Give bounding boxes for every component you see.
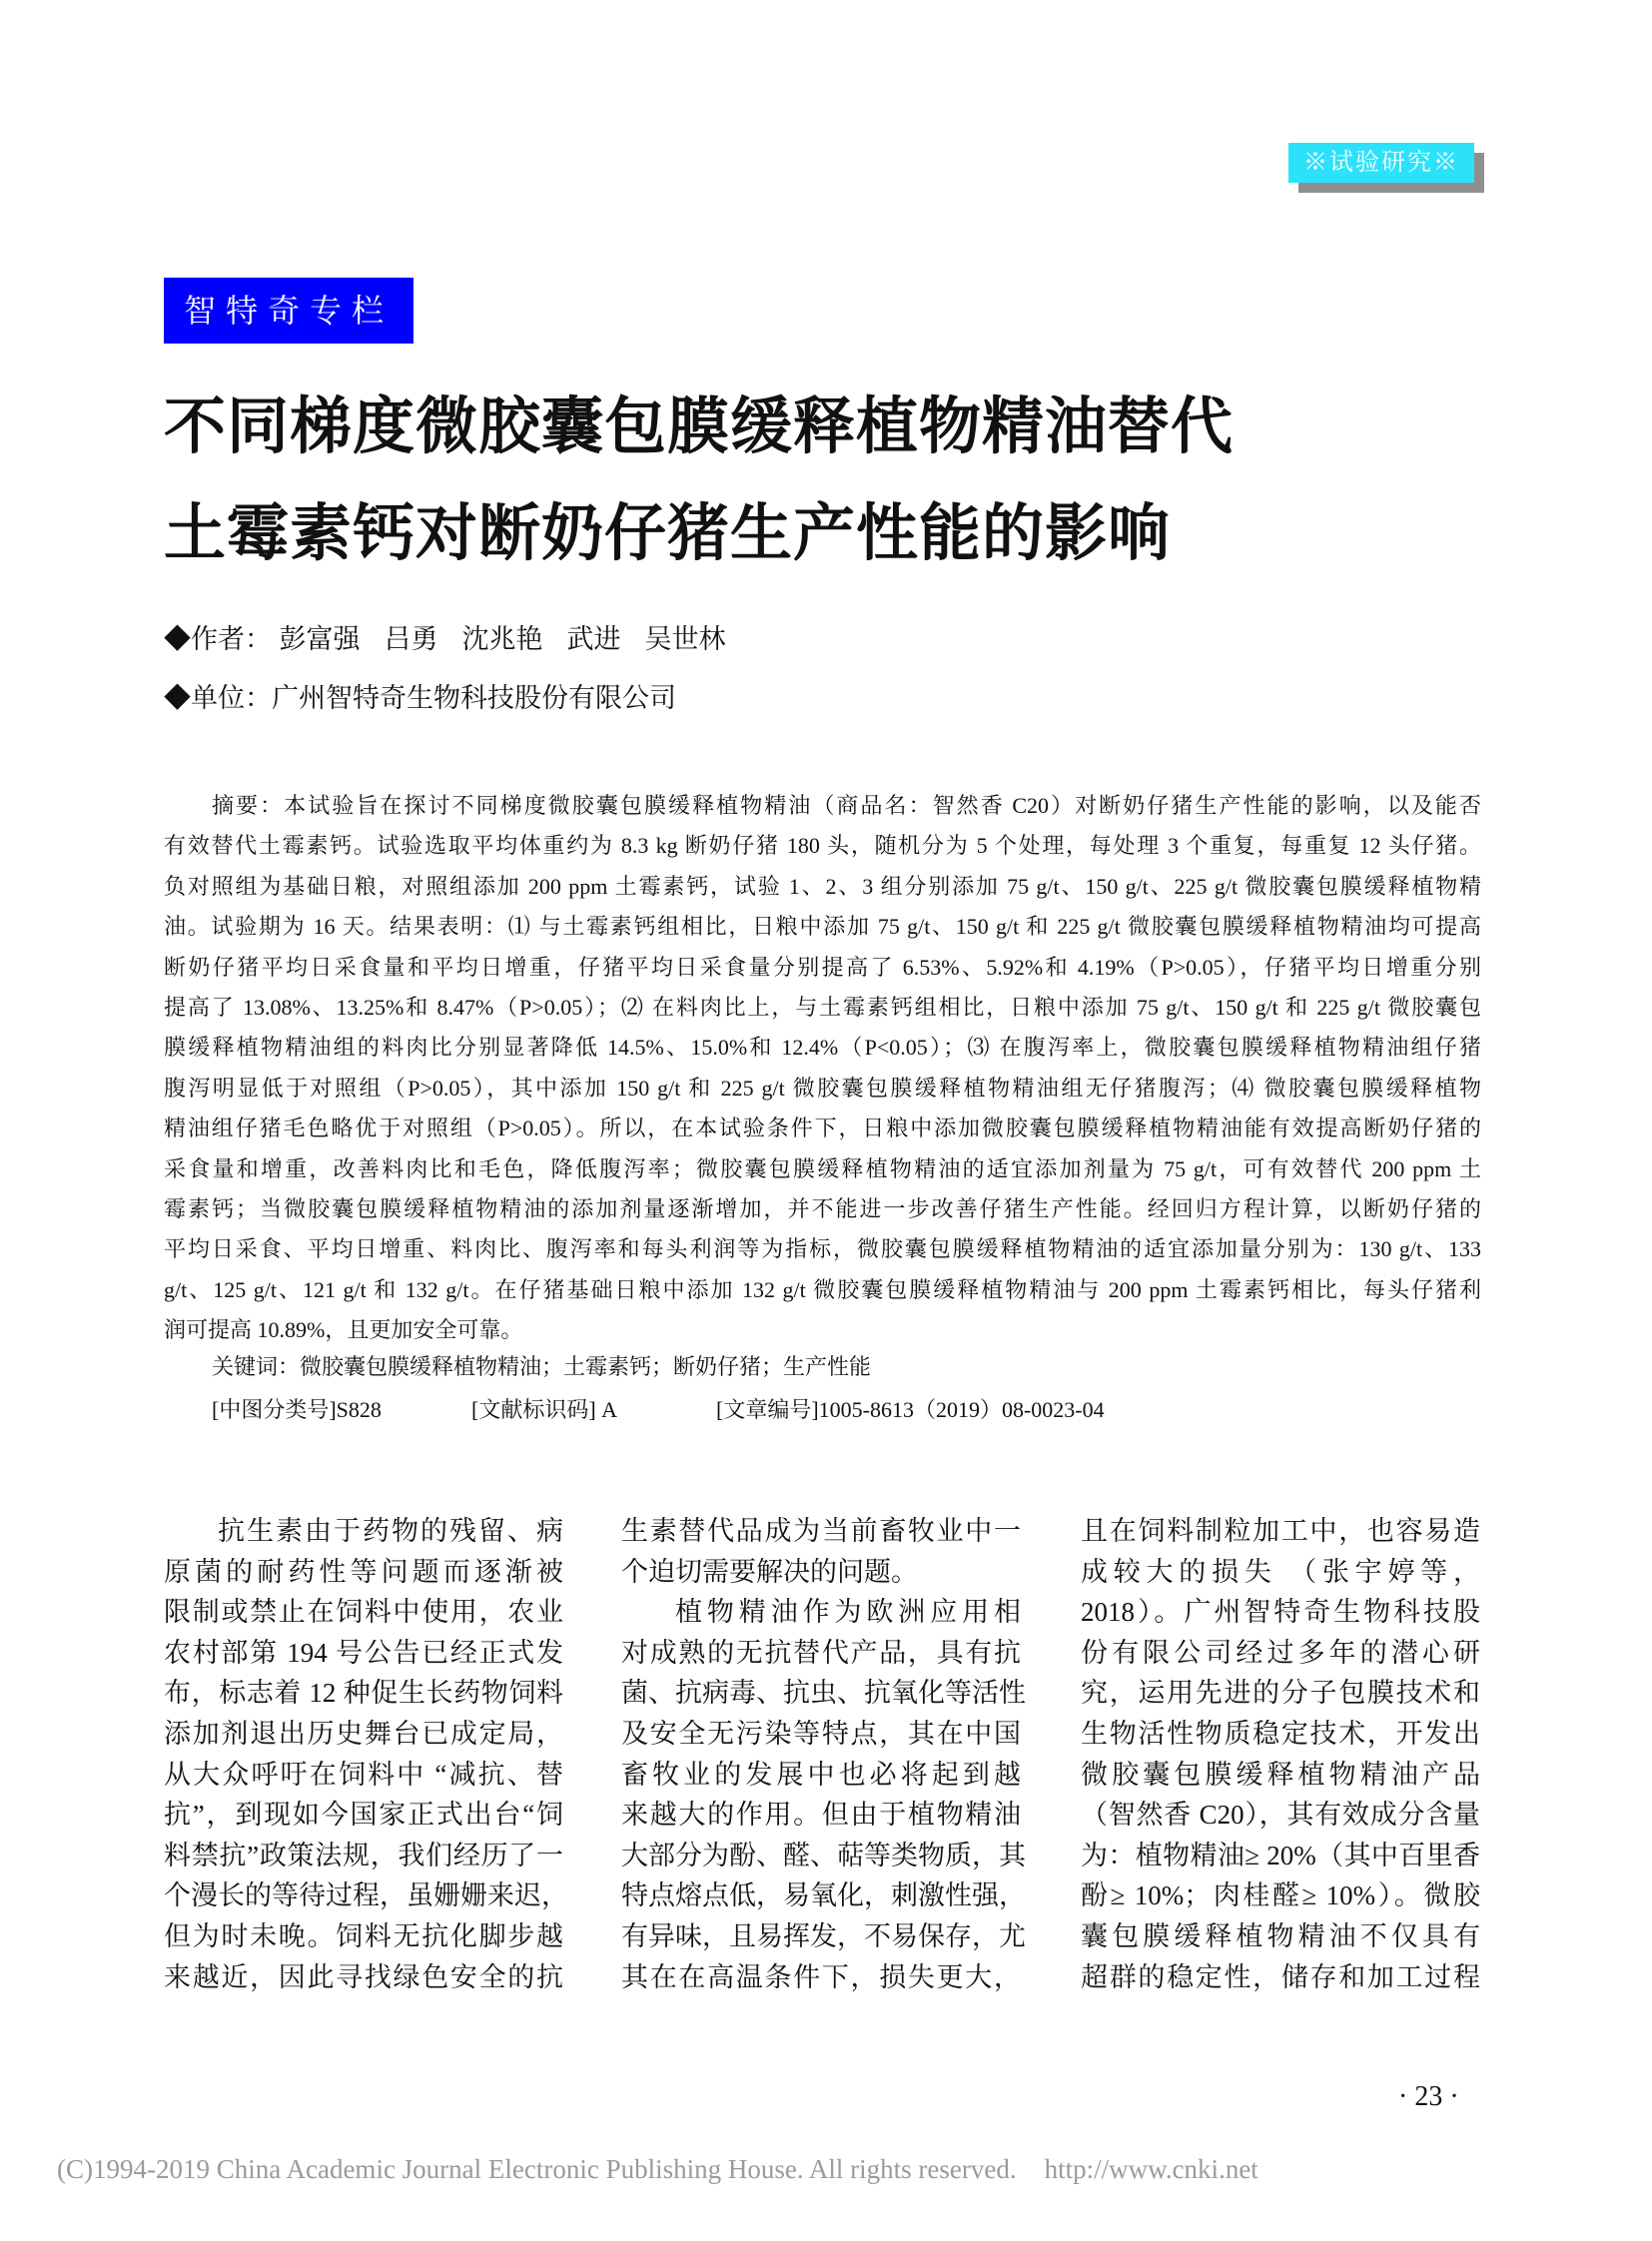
body-text-line: 菌、抗病毒、抗虫、抗氧化等活性: [621, 1678, 1026, 1709]
keywords: 关键词：微胶囊包膜缓释植物精油；土霉素钙；断奶仔猪；生产性能: [212, 1354, 872, 1379]
abstract-line: 负对照组为基础日粮，对照组添加 200 ppm 土霉素钙，试验 1、2、3 组分别添加 75 g/t、150 g/t、225 g/t 微胶囊包膜缓释植物精: [164, 873, 1481, 899]
body-text-line: 生素替代品成为当前畜牧业中一: [621, 1516, 1021, 1546]
body-text-line: 为：植物精油≥ 20%（其中百里香: [1081, 1840, 1480, 1870]
document-code: [文献标识码] A: [471, 1397, 618, 1422]
footer: [57, 2151, 1258, 2187]
body-text-line: 但为时未晚。饲料无抗化脚步越: [164, 1920, 563, 1951]
abstract-line: 精油组仔猪毛色略优于对照组（P>0.05）。所以，在本试验条件下，日粮中添加微胶囊包膜缓释植物精油能有效提高断奶仔猪的: [164, 1116, 1481, 1141]
abstract-line: 膜缓释植物精油组的料肉比分别显著降低 14.5%、15.0%和 12.4%（P<0.05）；⑶ 在腹泻率上，微胶囊包膜缓释植物精油组仔猪: [164, 1035, 1481, 1061]
abstract-line: 断奶仔猪平均日采食量和平均日增重，仔猪平均日采食量分别提高了 6.53%、5.92%和 4.19%（P>0.05），仔猪平均日增重分别: [164, 954, 1481, 980]
unit-label: ◆单位：: [164, 683, 272, 713]
body-text-line: 布，标志着 12 种促生长药物饲料: [164, 1678, 563, 1709]
authors-line: [164, 619, 750, 659]
body-text-line: （智然香 C20），其有效成分含量: [1081, 1800, 1480, 1831]
article-number: [文章编号]1005-8613（2019）08-0023-04: [716, 1397, 1105, 1422]
abstract-line: 有效替代土霉素钙。试验选取平均体重约为 8.3 kg 断奶仔猪 180 头，随机分为 5 个处理，每处理 3 个重复，每重复 12 头仔猪。: [164, 833, 1481, 859]
body-text-line: 畜牧业的发展中也必将起到越: [621, 1759, 1021, 1790]
abstract-line: 霉素钙；当微胶囊包膜缓释植物精油的添加剂量逐渐增加，并不能进一步改善仔猪生产性能。经回归方程计算，以断奶仔猪的: [164, 1195, 1481, 1221]
author: 彭富强: [279, 624, 361, 654]
body-text-line: 添加剂退出历史舞台已成定局，: [164, 1718, 563, 1749]
body-text-line: 大部分为酚、醛、萜等类物质，其: [621, 1840, 1026, 1870]
footer-url[interactable]: http://www.cnki.net: [1044, 2154, 1258, 2184]
body-text-line: 有异味，且易挥发，不易保存，尤: [621, 1920, 1026, 1951]
body-text-line: 从大众呼吁在饲料中 “减抗、替: [164, 1759, 563, 1790]
body-text-line: 来越大的作用。但由于植物精油: [621, 1800, 1021, 1831]
abstract-line: 提高了 13.08%、13.25%和 8.47%（P>0.05）；⑵ 在料肉比上，与土霉素钙组相比，日粮中添加 75 g/t、150 g/t 和 225 g/t 微胶囊包: [164, 994, 1481, 1020]
abstract-line: 油。试验期为 16 天。结果表明：⑴ 与土霉素钙组相比，日粮中添加 75 g/t、150 g/t 和 225 g/t 微胶囊包膜缓释植物精油均可提高: [164, 914, 1481, 940]
abstract-line: 润可提高 10.89%，且更加安全可靠。: [164, 1317, 523, 1343]
body-text-line: 究，运用先进的分子包膜技术和: [1081, 1678, 1480, 1709]
body-text-line: 来越近，因此寻找绿色安全的抗: [164, 1961, 563, 1992]
body-column-1: [164, 1511, 568, 1997]
abstract-line: g/t、125 g/t、121 g/t 和 132 g/t。在仔猪基础日粮中添加 132 g/t 微胶囊包膜缓释植物精油与 200 ppm 土霉素钙相比，每头仔猪利: [164, 1276, 1481, 1302]
article-title-line-2: 土霉素钙对断奶仔猪生产性能的影响: [164, 499, 1172, 568]
classification-line: [212, 1390, 1105, 1430]
abstract-line: 摘要：本试验旨在探讨不同梯度微胶囊包膜缓释植物精油（商品名：智然香 C20）对断奶仔猪生产性能的影响，以及能否: [212, 793, 1481, 818]
authors-label: ◆作者：: [164, 624, 272, 654]
body-text-line: 2018）。广州智特奇生物科技股: [1081, 1597, 1480, 1628]
body-column-2: [621, 1511, 1026, 1997]
body-text-line: 原菌的耐药性等问题而逐渐被: [164, 1556, 563, 1587]
body-text-line: 超群的稳定性，储存和加工过程: [1081, 1961, 1480, 1992]
abstract: [164, 786, 1481, 1350]
body-text-line: 个迫切需要解决的问题。: [621, 1556, 918, 1587]
body-text-line: 个漫长的等待过程，虽姗姗来迟，: [164, 1880, 568, 1911]
abstract-line: 采食量和增重，改善料肉比和毛色，降低腹泻率；微胶囊包膜缓释植物精油的适宜添加剂量为 75 g/t，可有效替代 200 ppm 土: [164, 1155, 1481, 1181]
body-column-3: [1081, 1511, 1480, 1997]
body-text-line: 生物活性物质稳定技术，开发出: [1081, 1718, 1480, 1749]
body-text-line: 抗生素由于药物的残留、病: [218, 1516, 563, 1546]
author: 沈兆艳: [461, 624, 543, 654]
body-text-line: 酚≥ 10%；肉桂醛≥ 10%）。微胶: [1081, 1880, 1480, 1911]
body-text-line: 其在在高温条件下，损失更大，: [621, 1961, 1021, 1992]
abstract-line: 腹泻明显低于对照组（P>0.05），其中添加 150 g/t 和 225 g/t 微胶囊包膜缓释植物精油组无仔猪腹泻；⑷ 微胶囊包膜缓释植物: [164, 1075, 1481, 1101]
author: 吕勇: [384, 624, 438, 654]
article-title-line-1: 不同梯度微胶囊包膜缓释植物精油替代: [164, 392, 1235, 461]
affiliation-line: [164, 678, 676, 718]
abstract-line: 平均日采食、平均日增重、料肉比、腹泻率和每头利润等为指标，微胶囊包膜缓释植物精油的适宜添加量分别为：130 g/t、133: [164, 1236, 1481, 1262]
body-text-line: 料禁抗”政策法规，我们经历了一: [164, 1840, 563, 1870]
column-banner: 智特奇专栏: [164, 278, 413, 344]
body-text-line: 特点熔点低，易氧化，刺激性强，: [621, 1880, 1026, 1911]
copyright-notice: (C)1994-2019 China Academic Journal Electronic Publishing House. All rights reserved.: [57, 2154, 1017, 2184]
body-text-line: 且在饲料制粒加工中，也容易造: [1081, 1516, 1480, 1546]
body-text-line: 农村部第 194 号公告已经正式发: [164, 1637, 563, 1668]
clc-number: [中图分类号]S828: [212, 1397, 382, 1422]
body-text-line: 植物精油作为欧洲应用相: [675, 1597, 1021, 1628]
body-text-line: 成较大的损失 （张宇婷等，: [1081, 1556, 1480, 1587]
body-text-line: 对成熟的无抗替代产品，具有抗: [621, 1637, 1021, 1668]
body-text-line: 限制或禁止在饲料中使用，农业: [164, 1597, 563, 1628]
body-text-line: 抗”，到现如今国家正式出台“饲: [164, 1800, 563, 1831]
body-text-line: 囊包膜缓释植物精油不仅具有: [1081, 1920, 1480, 1951]
section-badge: ※试验研究※: [1288, 143, 1474, 183]
body-text-line: 及安全无污染等特点，其在中国: [621, 1718, 1021, 1749]
body-text-line: 微胶囊包膜缓释植物精油产品: [1081, 1759, 1480, 1790]
author: 吴世林: [644, 624, 726, 654]
page-number: · 23 ·: [1398, 2081, 1459, 2112]
unit-name: 广州智特奇生物科技股份有限公司: [272, 683, 676, 713]
author-names: [272, 624, 750, 654]
author: 武进: [566, 624, 621, 654]
body-text-line: 份有限公司经过多年的潜心研: [1081, 1637, 1480, 1668]
